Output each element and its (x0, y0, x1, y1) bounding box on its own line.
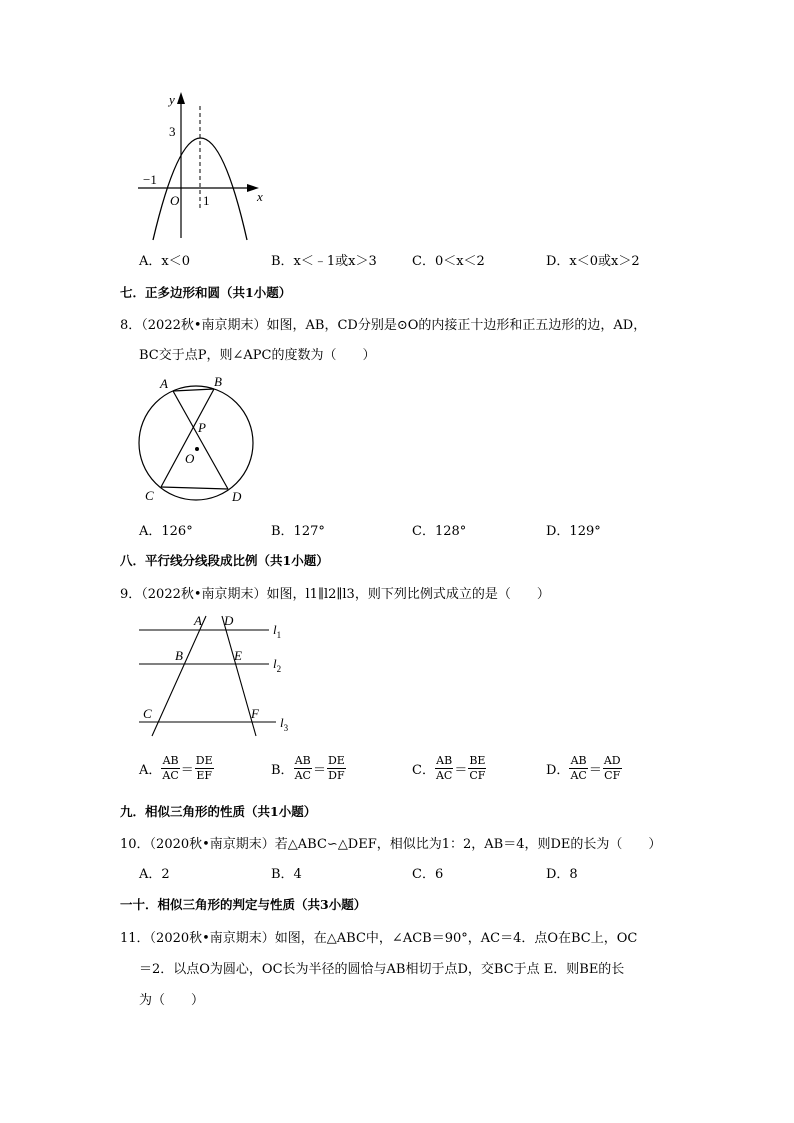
q9-option-d[interactable]: D． $\frac{AB}{AC}$ ＝ $\frac{AD}{CF}$ (546, 754, 621, 782)
q10-option-d[interactable]: D．8 (546, 867, 578, 882)
q7-option-d[interactable]: D．x＜0或x＞2 (546, 254, 640, 269)
label-l1: $l_1$ (273, 622, 282, 640)
q10-option-c[interactable]: C．6 (412, 867, 444, 882)
center-dot (195, 447, 199, 451)
label-f: F (251, 706, 259, 721)
label-a: A (160, 376, 168, 391)
chord-ad (173, 391, 228, 489)
fraction-left: $\frac{AB}{AC}$ (294, 754, 311, 782)
q10-option-a[interactable]: A．2 (139, 867, 170, 882)
fraction-right: $\frac{DE}{DF}$ (327, 754, 345, 782)
q11-text-line2: ＝2．以点O为圆心，OC长为半径的圆恰与AB相切于点D，交BC于点 E．则BE的长 (139, 962, 625, 977)
section-9-heading: 九．相似三角形的性质（共1小题） (120, 804, 317, 819)
label-c: C (145, 488, 154, 503)
q8-text-line2: BC交于点P，则∠APC的度数为（ ） (139, 348, 376, 363)
tick-1: 1 (203, 193, 210, 208)
q8-circle-figure (132, 370, 262, 510)
option-label: B． (271, 763, 294, 778)
label-l3: $l_3$ (280, 715, 289, 733)
q9-parallel-lines-figure (132, 610, 302, 740)
q7-option-c[interactable]: C．0＜x＜2 (412, 254, 485, 269)
chord-bc (161, 389, 214, 487)
x-axis-label: x (257, 189, 263, 204)
label-d: D (224, 613, 234, 628)
q7-option-b[interactable]: B．x＜﹣1或x＞3 (271, 254, 377, 269)
parabola-curve (153, 138, 247, 240)
q9-option-c[interactable]: C． $\frac{AB}{AC}$ ＝ $\frac{BE}{CF}$ (412, 754, 486, 782)
label-e: E (234, 648, 242, 663)
q7-option-a[interactable]: A．x＜0 (139, 254, 190, 269)
q9-option-a[interactable]: A． $\frac{AB}{AC}$ ＝ $\frac{DE}{EF}$ (139, 754, 213, 782)
q10-text-line1: 10．（2020秋•南京期末）若△ABC∽△DEF，相似比为1：2，AB＝4，则DE的长为（ ） (120, 837, 662, 852)
tick-3: 3 (169, 124, 176, 139)
section-8-heading: 八．平行线分线段成比例（共1小题） (120, 553, 329, 568)
q7-parabola-figure (135, 88, 275, 243)
circle-o (139, 386, 253, 500)
label-d: D (232, 489, 242, 504)
label-l2: $l_2$ (273, 656, 282, 674)
q8-text-line1: 8．（2022秋•南京期末）如图，AB，CD分别是⊙O的内接正十边形和正五边形的边，AD， (120, 318, 647, 333)
q9-option-b[interactable]: B． $\frac{AB}{AC}$ ＝ $\frac{DE}{DF}$ (271, 754, 345, 782)
fraction-right: $\frac{AD}{CF}$ (603, 754, 621, 782)
option-label: C． (412, 763, 435, 778)
tick-neg1: −1 (143, 172, 157, 187)
label-b: B (175, 648, 183, 663)
q10-option-b[interactable]: B．4 (271, 867, 302, 882)
y-axis-label: y (169, 92, 175, 107)
fraction-right: $\frac{DE}{EF}$ (195, 754, 213, 782)
origin-label: O (170, 193, 180, 208)
q8-option-a[interactable]: A．126° (139, 524, 193, 539)
label-a: A (194, 613, 202, 628)
section-7-heading: 七．正多边形和圆（共1小题） (120, 285, 292, 300)
chord-cd (161, 487, 228, 489)
label-p: P (198, 420, 206, 435)
q9-text-line1: 9．（2022秋•南京期末）如图，l1∥l2∥l3，则下列比例式成立的是（ ） (120, 587, 550, 602)
q11-text-line3: 为（ ） (139, 993, 205, 1008)
fraction-left: $\frac{AB}{AC}$ (162, 754, 179, 782)
label-b: B (214, 374, 222, 389)
transversal-ac (152, 616, 206, 736)
y-axis-arrow (177, 92, 185, 104)
fraction-right: $\frac{BE}{CF}$ (469, 754, 486, 782)
fraction-left: $\frac{AB}{AC}$ (570, 754, 587, 782)
fraction-left: $\frac{AB}{AC}$ (435, 754, 453, 782)
q8-option-c[interactable]: C．128° (412, 524, 467, 539)
label-c: C (143, 706, 152, 721)
option-label: A． (139, 763, 162, 778)
q8-option-b[interactable]: B．127° (271, 524, 325, 539)
chord-ab (173, 389, 214, 391)
q11-text-line1: 11．（2020秋•南京期末）如图，在△ABC中，∠ACB＝90°，AC＝4．点O在BC上，OC (120, 931, 638, 946)
section-10-heading: 一十．相似三角形的判定与性质（共3小题） (120, 897, 367, 912)
q8-option-d[interactable]: D．129° (546, 524, 601, 539)
option-label: D． (546, 763, 570, 778)
label-o: O (185, 451, 195, 466)
